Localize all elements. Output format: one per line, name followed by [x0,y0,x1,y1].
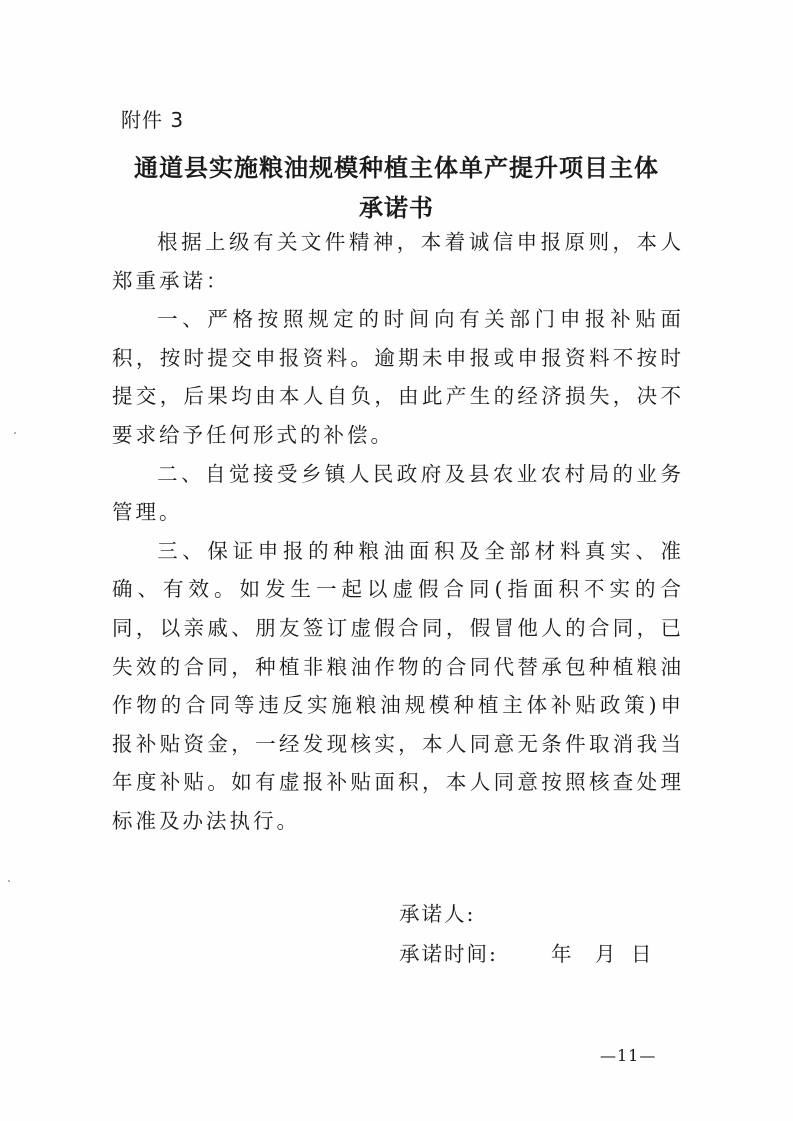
commitment-time-label: 承诺时间: [399,942,498,966]
clause-three-paragraph: 三、保证申报的种粮油面积及全部材料真实、准确、有效。如发生一起以虚假合同(指面积不实的合同，以亲戚、朋友签订虚假合同，假冒他人的合同，已失效的合同，种植非粮油作物的合同代替承包种植粮油作物的合同等违反实施粮油规模种植主体补贴政策)申报补贴资金，一经发现核实，本人同意无条件取消我当年度补贴。如有虚报补贴面积，本人同意按照核查处理标准及办法执行。 [112,538,684,833]
date-month-label: 月 [595,942,616,966]
clause-one-paragraph: 一、严格按照规定的时间向有关部门申报补贴面积，按时提交申报资料。逾期未申报或申报资料不按时提交，后果均由本人自负，由此产生的经济损失，决不要求给予任何形式的补偿。 [112,307,684,447]
document-title-line2: 承诺书 [359,194,434,222]
commitment-body [112,223,684,841]
promisor-label: 承诺人: [399,902,476,926]
clause-two-paragraph: 二、自觉接受乡镇人民政府及县农业农村局的业务管理。 [112,461,684,525]
scan-speck [14,432,16,434]
scan-speck [8,880,10,882]
intro-paragraph: 根据上级有关文件精神，本着诚信申报原则，本人郑重承诺： [112,230,684,293]
document-title-line1: 通道县实施粮油规模种植主体单产提升项目主体 [134,154,659,182]
date-year-label: 年 [551,942,572,966]
page-number: —11— [600,1046,657,1065]
attachment-label: 附件 3 [121,108,185,132]
date-day-label: 日 [631,942,652,966]
